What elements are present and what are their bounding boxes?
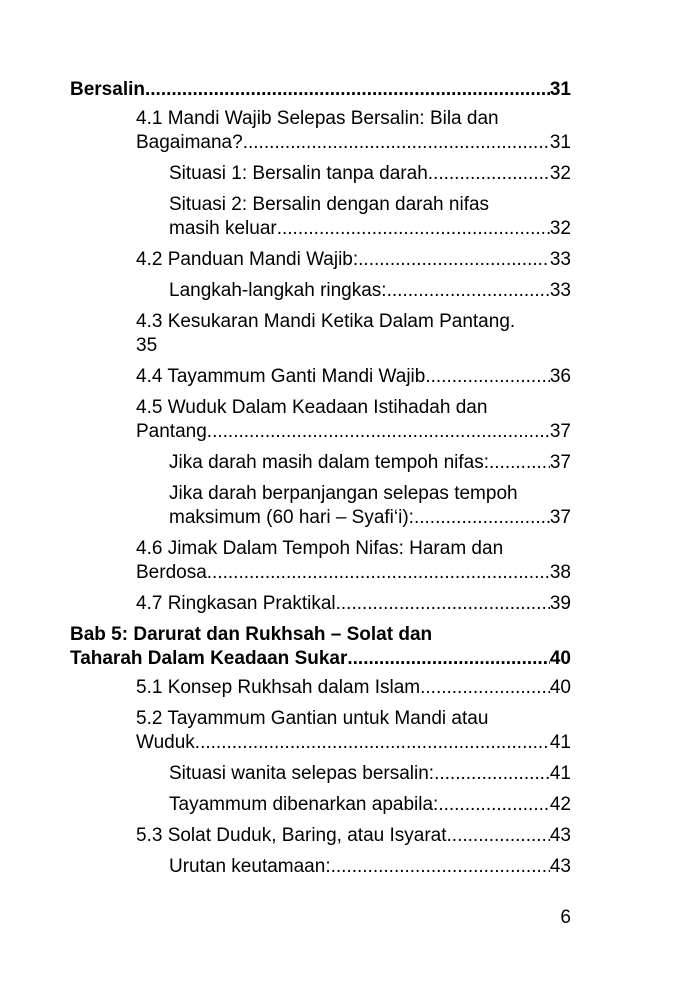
toc-entry-title: 35 [136, 335, 158, 356]
toc-entry-title-line: Situasi 2: Bersalin dengan darah nifas [169, 194, 490, 215]
toc-entry[interactable] [70, 855, 571, 879]
dot-leader [447, 824, 550, 848]
toc-entry-title: Langkah-langkah ringkas: [169, 280, 387, 301]
toc-entry-row [136, 592, 571, 616]
toc-entry-title: Bagaimana? [136, 132, 243, 153]
toc-entry-title: 4.7 Ringkasan Praktikal [136, 593, 336, 614]
toc-entry-row [169, 793, 571, 817]
toc-entry-title: Pantang [136, 421, 207, 442]
toc-entry-title: 4.2 Panduan Mandi Wajib: [136, 249, 359, 270]
toc-entry-page: 32 [549, 163, 571, 184]
toc-entry[interactable] [70, 762, 571, 786]
toc-entry-row [169, 506, 571, 530]
dot-leader [243, 131, 550, 155]
toc-entry-page: 38 [549, 562, 571, 583]
toc-entry[interactable] [70, 482, 571, 530]
toc-entry-row [136, 248, 571, 272]
toc-entry-title-line: 4.3 Kesukaran Mandi Ketika Dalam Pantang. [136, 311, 516, 332]
toc-entry-row [136, 731, 571, 755]
dot-leader [207, 420, 550, 444]
toc-entry[interactable] [70, 592, 571, 616]
toc-entry-row [136, 824, 571, 848]
dot-leader [207, 561, 550, 585]
toc-entry[interactable] [70, 248, 571, 272]
toc-entry-page: 36 [549, 366, 571, 387]
toc-entry[interactable] [70, 451, 571, 475]
toc-entry-row [70, 78, 571, 102]
toc-entry-page: 33 [549, 280, 571, 301]
toc-entry[interactable] [70, 162, 571, 186]
toc-entry-page: 31 [549, 132, 571, 153]
toc-entry-page: 40 [549, 677, 571, 698]
toc-entry-title-line: 4.5 Wuduk Dalam Keadaan Istihadah dan [136, 397, 488, 418]
toc-entry-row [169, 451, 571, 475]
toc-entry-row [169, 855, 571, 879]
toc-entry-page: 43 [549, 825, 571, 846]
toc-entry-title-line: 5.2 Tayammum Gantian untuk Mandi atau [136, 708, 489, 729]
toc-entry-title-line: 4.1 Mandi Wajib Selepas Bersalin: Bila dan [136, 108, 499, 129]
toc-entry-page: 32 [549, 218, 571, 239]
toc-entry[interactable] [70, 623, 571, 671]
dot-leader [438, 793, 550, 817]
toc-entry-row [70, 647, 571, 671]
toc-entry-page: 33 [549, 249, 571, 270]
toc-entry-page: 41 [549, 732, 571, 753]
toc-entry-title: Bersalin [70, 79, 145, 100]
toc-entry-page: 31 [549, 79, 571, 100]
toc-entry-title: Jika darah masih dalam tempoh nifas: [169, 452, 489, 473]
toc-entry-row [136, 334, 571, 358]
toc-entry-title-line: Bab 5: Darurat dan Rukhsah – Solat dan [70, 624, 433, 645]
dot-leader [145, 78, 550, 102]
table-of-contents [70, 78, 571, 886]
toc-entry-title-line: 4.6 Jimak Dalam Tempoh Nifas: Haram dan [136, 538, 504, 559]
toc-entry-row [136, 365, 571, 389]
toc-entry[interactable] [70, 537, 571, 585]
toc-entry[interactable] [70, 78, 571, 102]
toc-entry-row [136, 561, 571, 585]
toc-entry[interactable] [70, 824, 571, 848]
toc-entry[interactable] [70, 193, 571, 241]
toc-entry-title: Tayammum dibenarkan apabila: [169, 794, 439, 815]
toc-entry[interactable] [70, 396, 571, 444]
toc-entry-title: 5.1 Konsep Rukhsah dalam Islam [136, 677, 421, 698]
toc-entry[interactable] [70, 365, 571, 389]
dot-leader [358, 248, 550, 272]
toc-entry[interactable] [70, 310, 571, 358]
toc-entry-row [169, 762, 571, 786]
dot-leader [336, 592, 550, 616]
toc-entry-title: masih keluar [169, 218, 277, 239]
toc-entry-row [169, 279, 571, 303]
dot-leader [277, 217, 550, 241]
dot-leader [331, 855, 550, 879]
toc-entry[interactable] [70, 676, 571, 700]
toc-entry-page: 37 [549, 421, 571, 442]
toc-entry-title: Berdosa [136, 562, 207, 583]
toc-entry-title: Situasi wanita selepas bersalin: [169, 763, 435, 784]
toc-entry-page: 37 [549, 452, 571, 473]
dot-leader [387, 279, 550, 303]
dot-leader [195, 731, 550, 755]
dot-leader [489, 451, 550, 475]
toc-entry-title: Wuduk [136, 732, 195, 753]
toc-entry-page: 43 [549, 856, 571, 877]
toc-entry-title: Situasi 1: Bersalin tanpa darah [169, 163, 428, 184]
toc-entry-row [136, 131, 571, 155]
toc-entry-page: 42 [549, 794, 571, 815]
toc-entry-title-line: Jika darah berpanjangan selepas tempoh [169, 483, 518, 504]
toc-entry[interactable] [70, 793, 571, 817]
toc-entry-page: 40 [549, 648, 571, 669]
toc-entry[interactable] [70, 107, 571, 155]
toc-entry-row [136, 676, 571, 700]
toc-entry-title: Urutan keutamaan: [169, 856, 331, 877]
dot-leader [428, 162, 550, 186]
toc-entry[interactable] [70, 279, 571, 303]
toc-entry-title: 5.3 Solat Duduk, Baring, atau Isyarat [136, 825, 447, 846]
toc-entry-row [136, 420, 571, 444]
toc-entry-page: 37 [549, 507, 571, 528]
toc-entry-title: 4.4 Tayammum Ganti Mandi Wajib [136, 366, 426, 387]
toc-entry-title: Taharah Dalam Keadaan Sukar [70, 648, 348, 669]
dot-leader [434, 762, 550, 786]
toc-entry-page: 41 [549, 763, 571, 784]
toc-entry-row [169, 162, 571, 186]
toc-entry-title: maksimum (60 hari – Syafi‘i): [169, 507, 414, 528]
toc-entry[interactable] [70, 707, 571, 755]
dot-leader [420, 676, 550, 700]
dot-leader [347, 647, 549, 671]
dot-leader [414, 506, 550, 530]
dot-leader [425, 365, 550, 389]
toc-entry-row [169, 217, 571, 241]
toc-entry-page: 39 [549, 593, 571, 614]
page-number: 6 [560, 907, 571, 928]
